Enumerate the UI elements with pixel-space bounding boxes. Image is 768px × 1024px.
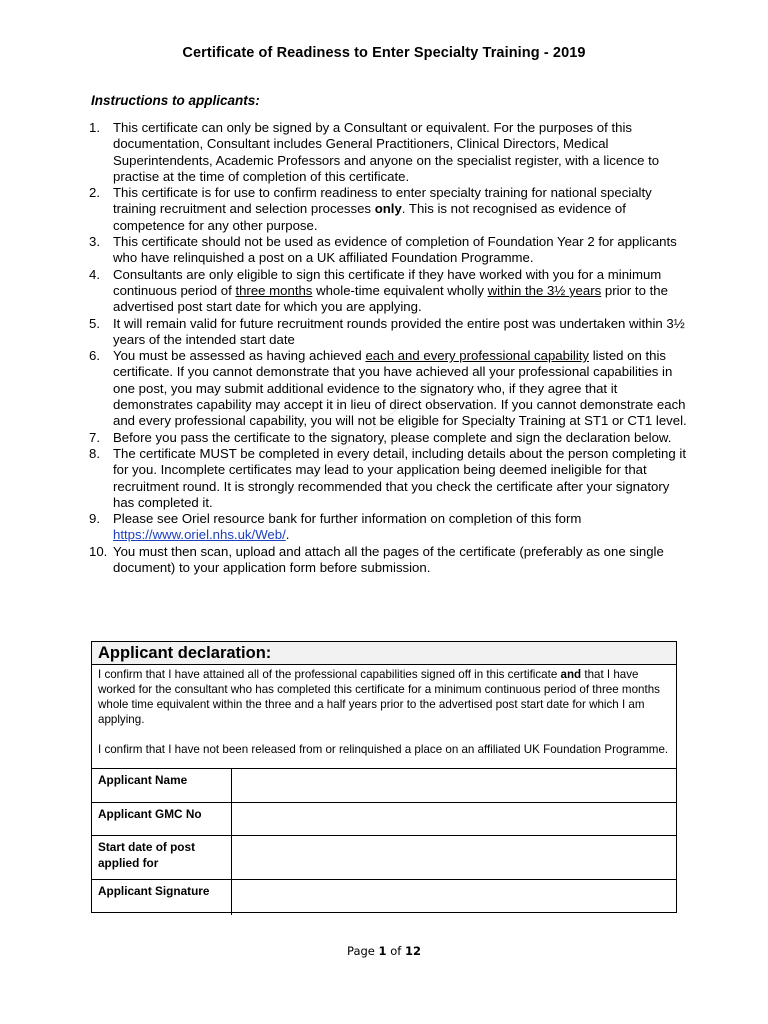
instruction-item — [89, 348, 689, 429]
instruction-text: three months — [235, 282, 313, 298]
instruction-text: whole-time equivalent wholly — [312, 282, 488, 298]
page-number — [0, 944, 768, 958]
page-current: 1 — [378, 944, 387, 958]
instruction-text: listed on this certificate. If you cannot demonstrate that you have achieved all your professional capabilities in one post, you may submit additional evidence to the signatory who, if they agree that it demonstrates capability may accept it in lieu of direct observation. If you cannot demonstrate each and every professional capability, you will not be eligible for Specialty Training at ST1 or CT1 level. — [113, 348, 687, 429]
table-row — [92, 803, 676, 836]
instruction-text: The certificate MUST be completed in every detail, including details about the person completing it for you. Incomplete certificates may lead to your application being deemed ineligible for that recruitment round. It is strongly recommended that you check the certificate after your signatory has completed it. — [113, 445, 686, 510]
instruction-text: . — [285, 527, 290, 543]
instruction-text: You must then scan, upload and attach all the pages of the certificate (preferably as one single document) to your application form before submission. — [113, 543, 664, 576]
instruction-number: 10. — [89, 543, 108, 559]
instruction-text: You must be assessed as having achieved — [113, 348, 366, 364]
applicant-name-label: Applicant Name — [92, 769, 232, 803]
declaration-text-part: I confirm that I have attained all of the professional capabilities signed off in this certificate — [98, 668, 561, 681]
table-row — [92, 836, 676, 880]
instruction-item — [89, 267, 689, 316]
oriel-link[interactable]: https://www.oriel.nhs.uk/Web/ — [113, 527, 286, 543]
instruction-number: 8. — [89, 445, 100, 461]
instructions-heading: Instructions to applicants: — [91, 93, 260, 108]
instruction-number: 4. — [89, 266, 100, 282]
instruction-item — [89, 185, 689, 234]
instruction-number: 6. — [89, 348, 100, 364]
declaration-paragraph-1 — [98, 667, 670, 727]
instruction-item — [89, 446, 689, 511]
instruction-text: This certificate should not be used as evidence of completion of Foundation Year 2 for applicants who have relinquished a post on a UK affiliated Foundation Programme. — [113, 234, 677, 266]
applicant-declaration-box — [91, 641, 677, 913]
instruction-item — [89, 316, 689, 349]
applicant-gmc-field[interactable] — [232, 803, 677, 836]
instruction-item — [89, 511, 689, 544]
instruction-number: 1. — [89, 120, 100, 135]
instruction-text: within the 3½ years — [487, 282, 602, 298]
declaration-paragraph-2: I confirm that I have not been released from or relinquished a place on an affiliated UK Foundation Programme. — [98, 743, 669, 756]
applicant-fields-table — [92, 768, 676, 915]
instruction-item — [89, 544, 689, 577]
instruction-text: prior to the advertised post start date for which you are applying. — [113, 282, 668, 315]
table-row — [92, 769, 676, 803]
page-title: Certificate of Readiness to Enter Specialty Training - 2019 — [182, 45, 586, 61]
applicant-name-field[interactable] — [232, 769, 677, 803]
page-total: 12 — [404, 944, 421, 958]
start-date-field[interactable] — [232, 836, 677, 880]
instruction-item — [89, 430, 689, 446]
applicant-signature-field[interactable] — [232, 880, 677, 915]
page-word: Page — [347, 944, 379, 958]
instruction-text: only — [374, 201, 402, 217]
applicant-gmc-label: Applicant GMC No — [92, 803, 232, 836]
declaration-text — [92, 665, 676, 768]
instruction-text: . This is not recognised as evidence of competence for any other purpose. — [113, 201, 626, 233]
applicant-signature-label: Applicant Signature — [92, 880, 232, 915]
instruction-text: This certificate is for use to confirm readiness to enter specialty training for national specialty training recruitment and selection processes — [113, 185, 652, 217]
instruction-number: 3. — [89, 234, 100, 250]
of-word: of — [386, 944, 405, 958]
instruction-text: Before you pass the certificate to the signatory, please complete and sign the declaration below. — [113, 429, 672, 445]
instruction-number: 7. — [89, 429, 100, 445]
instruction-text: Please see Oriel resource bank for further information on completion of this form — [113, 511, 582, 527]
instruction-number: 2. — [89, 185, 100, 201]
instruction-number: 5. — [89, 315, 100, 331]
start-date-label: Start date of post applied for — [92, 836, 232, 880]
declaration-text-part: that I have worked for the consultant who has completed this certificate for a minimum continuous period of three months whole time equivalent within the three and a half years prior to the advertised post start date for which I am applying. — [98, 668, 660, 726]
declaration-bold-and: and — [560, 668, 582, 681]
instruction-text: Consultants are only eligible to sign this certificate if they have worked with you for a minimum continuous period of — [113, 266, 662, 298]
instruction-item — [89, 120, 689, 185]
instruction-text: each and every professional capability — [365, 348, 590, 364]
instruction-number: 9. — [89, 511, 100, 527]
declaration-heading: Applicant declaration: — [92, 642, 676, 665]
instructions-list — [89, 120, 689, 576]
instruction-text: This certificate can only be signed by a Consultant or equivalent. For the purposes of this documentation, Consultant includes General Practitioners, Clinical Directors, Medical Superintendents, Academic Professors and anyone on the specialist register, with a licence to practise at the time of completion of this certificate. — [113, 120, 660, 184]
instruction-text: It will remain valid for future recruitment rounds provided the entire post was undertaken within 3½ years of the intended start date — [113, 315, 685, 347]
table-row — [92, 880, 676, 915]
instruction-item — [89, 234, 689, 267]
